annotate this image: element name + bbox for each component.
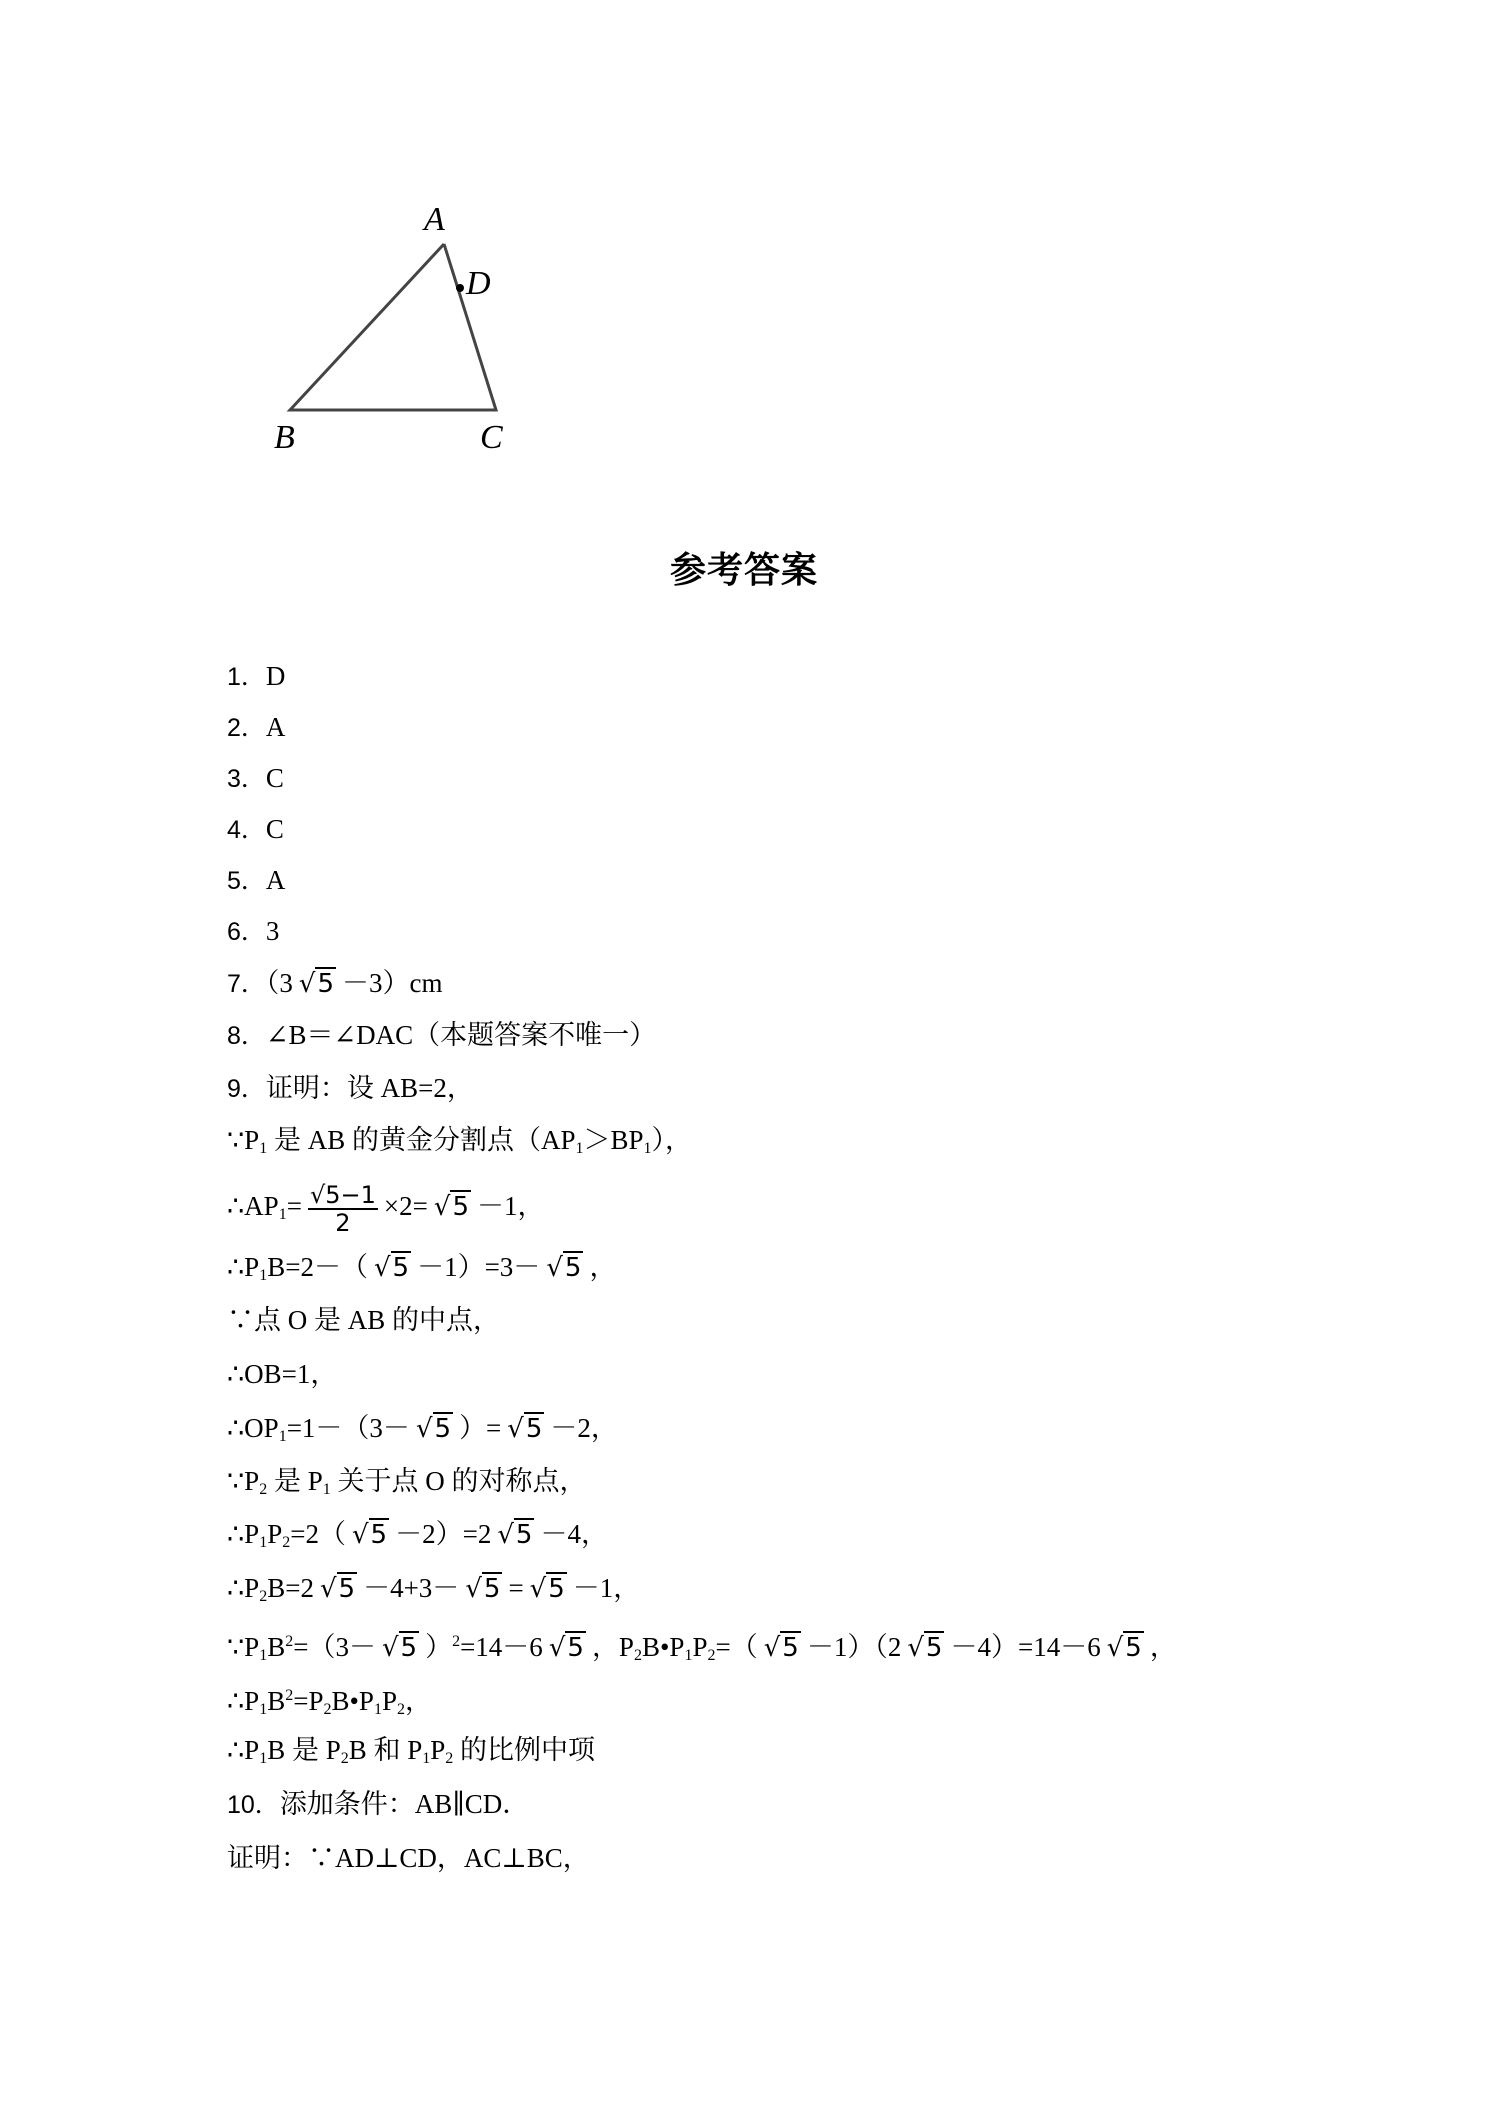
proof-line-2: $\therefore AP_1=$ $\frac{√5-1}{2}$ ×2= √5 －1， (227, 1181, 545, 1237)
point-d (456, 284, 464, 292)
label-b: B (274, 419, 295, 456)
label-d: D (466, 265, 491, 302)
proof-line-12: $\therefore P_1B$ 是 $P_2B$ 和 $P_1P_2$ 的比例中项 (227, 1735, 596, 1767)
answer-7: 7．（3 √5 －3）cm (227, 963, 443, 1003)
answer-8: 8．∠B＝∠DAC（本题答案不唯一） (227, 1020, 657, 1050)
page-title: 参考答案 (669, 550, 818, 591)
proof-line-10: $\because P_1B^2=(3- √5$ ）$^2$=14－6 √5 ，$P_2B•P_1P_2=$（ √5 －1）（2 √5 －4）=14－6 √5 ， (227, 1632, 1177, 1664)
answer-4: 4．C (227, 814, 284, 844)
sqrt-expr: √5 (298, 969, 335, 999)
proof-line-5: ∴OB=1， (227, 1359, 338, 1389)
proof-line-1: $\because P_1$ 是 AB 的黄金分割点$(AP_1>BP_1)$， (227, 1125, 693, 1157)
fraction: $\frac{√5-1}{2}$ (309, 1181, 376, 1237)
answer-1: 1．D (227, 661, 286, 691)
answer-10: 10．添加条件：AB∥CD． (227, 1789, 530, 1819)
proof-line-8: $\therefore P_1P_2=2$（ √5 －2）=2 √5 －4， (227, 1519, 608, 1551)
label-c: C (480, 419, 503, 456)
proof-line-3: $\therefore P_1B=2-$（ √5 －1）=3－ √5 ， (227, 1252, 617, 1284)
proof-line-14: 证明：∵AD⊥CD，AC⊥BC， (227, 1843, 590, 1873)
proof-line-9: $\therefore P_2B=2$ √5 －4+3－ √5 = √5 －1， (227, 1573, 641, 1605)
proof-line-6: $\therefore OP_1=1-(3- √5$ ）= √5 －2， (227, 1413, 618, 1445)
answer-9: 9．证明：设 AB=2， (227, 1073, 474, 1103)
proof-line-4: ∵点 O 是 AB 的中点， (227, 1305, 501, 1335)
answer-3: 3．C (227, 763, 284, 793)
answer-2: 2．A (227, 712, 286, 742)
proof-line-7: $\because P_2$ 是 $P_1$ 关于点 O 的对称点， (227, 1466, 587, 1498)
answer-6: 6．3 (227, 916, 280, 946)
proof-line-11: $\therefore P_1B^2=P_2B•P_1P_2$， (227, 1686, 432, 1718)
label-a: A (424, 201, 445, 238)
triangle-figure (260, 200, 560, 470)
answer-5: 5．A (227, 865, 286, 895)
